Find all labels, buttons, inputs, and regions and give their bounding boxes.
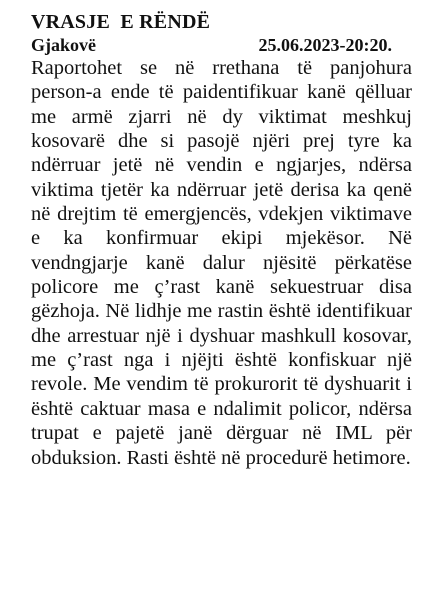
article-location: Gjakovë: [31, 35, 96, 55]
article-body: Raportohet se në rrethana të panjohura person-a ende të paidentifikuar kanë qëlluar me armë zjarri në dy viktimat meshkuj kosovarë dhe si pasojë njëri prej tyre ka ndërruar jetë në vendin e ngjarjes, ndërsa viktima tjetër ka ndërruar jetë derisa ka qenë në drejtim të emergjencës, vdekjen viktimave e ka konfirmuar ekipi mjekësor. Në vendngjarje kanë dalur njësitë përkatëse policore me ç’rast kanë sekuestruar disa gëzhoja. Në lidhje me rastin është identifikuar dhe arrestuar një i dyshuar mashkull kosovar, me ç’rast nga i njëjti është konfiskuar një revole. Me vendim të prokurorit të dyshuarit i është caktuar masa e ndalimit policor, ndërsa trupat e pajetë janë dërguar në IML për obduksion. Rasti është në procedurë hetimore.: [31, 57, 412, 469]
article-headline: VRASJE E RËNDË: [31, 11, 211, 33]
article-dateline: [31, 34, 412, 56]
news-article: [31, 10, 412, 470]
article-datetime: 25.06.2023-20:20.: [258, 35, 392, 55]
